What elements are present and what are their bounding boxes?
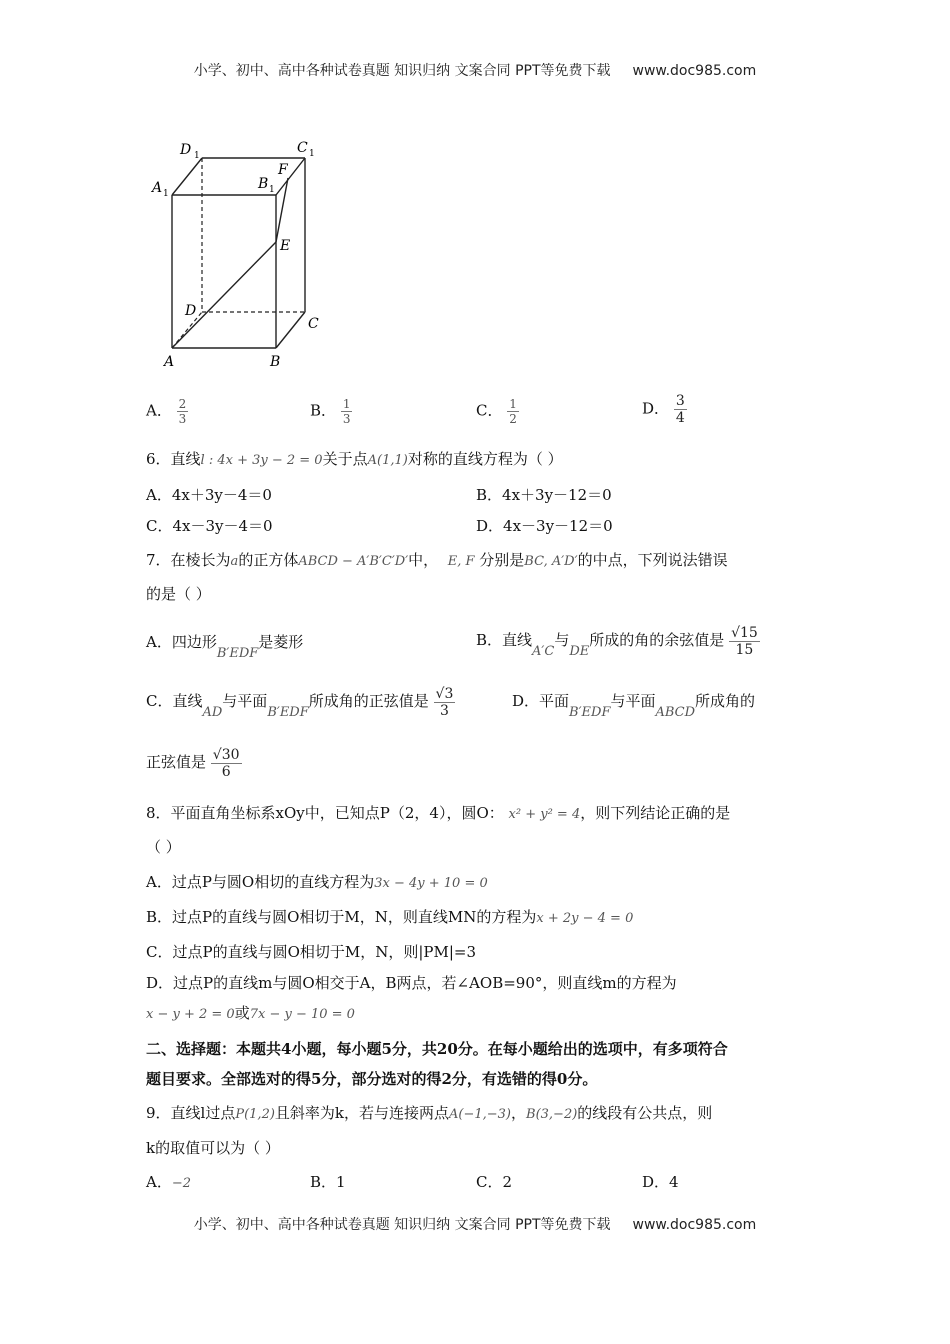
q9-option-c: C．2 — [476, 1173, 513, 1191]
q9-stem-line1: 9．直线l过点P(1,2)且斜率为k，若与连接两点A(−1,−3)，B(3,−2)的线段有公共点，则 — [146, 1104, 713, 1122]
q5-option-c: C． $\frac{1}{2}$ — [476, 397, 517, 426]
label-E: E — [280, 238, 291, 254]
footer-text: 小学、初中、高中各种试卷真题 知识归纳 文案合同 PPT等免费下载 — [193, 1217, 611, 1233]
q8-option-d-line2: x − y + 2 = 0或7x − y − 10 = 0 — [146, 1004, 355, 1022]
q5-c-fraction: $\frac{1}{2}$ — [509, 397, 517, 426]
q7-option-d: D．平面B′EDF与平面ABCD所成角的 — [512, 692, 756, 720]
label-C: C — [308, 316, 319, 332]
label-B: B — [270, 354, 281, 370]
q6-option-b: B．4x＋3y－12＝0 — [476, 486, 612, 504]
q6-option-c: C．4x－3y－4＝0 — [146, 517, 273, 535]
q5-option-a: A． $\frac{2}{3}$ — [146, 397, 187, 426]
label-F: F — [278, 162, 288, 178]
q8-stem-line2: （ ） — [146, 838, 181, 856]
label-C1: C — [297, 140, 308, 156]
q6-option-a: A．4x＋3y－4＝0 — [146, 486, 272, 504]
label-A: A — [164, 354, 175, 370]
label-A1: A — [152, 180, 163, 196]
q7-option-c: C．直线AD与平面B′EDF所成角的正弦值是 $\frac{√3}{3}$ — [146, 685, 454, 720]
q7-stem-line1: 7．在棱长为a的正方体ABCD − A′B′C′D′中， E, F 分别是BC, A′D′的中点，下列说法错误 — [146, 551, 728, 569]
footer-url: www.doc985.com — [632, 1217, 757, 1233]
label-B1-sub: 1 — [269, 185, 275, 195]
header-text: 小学、初中、高中各种试卷真题 知识归纳 文案合同 PPT等免费下载 — [193, 63, 611, 79]
q9-option-b: B．1 — [310, 1173, 346, 1191]
section2-line1: 二、选择题：本题共4小题，每小题5分，共20分。在每小题给出的选项中，有多项符合 — [146, 1040, 728, 1058]
q6-option-d: D．4x－3y－12＝0 — [476, 517, 613, 535]
q5-d-fraction: $\frac{3}{4}$ — [675, 393, 685, 426]
q5-a-fraction: $\frac{2}{3}$ — [178, 397, 187, 426]
q6-stem: 6．直线l : 4x + 3y − 2 = 0关于点A(1,1)对称的直线方程为（ ） — [146, 450, 563, 468]
cube-figure — [150, 132, 330, 372]
section2-line2: 题目要求。全部选对的得5分，部分选对的得2分，有选错的得0分。 — [146, 1070, 598, 1088]
q9-option-d: D．4 — [642, 1173, 679, 1191]
q7-stem-line2: 的是（ ） — [146, 585, 211, 603]
q7-c-fraction: $\frac{√3}{3}$ — [435, 685, 454, 719]
q8-option-c: C．过点P的直线与圆O相切于M，N，则|PM|=3 — [146, 943, 477, 961]
q5-option-b: B． $\frac{1}{3}$ — [310, 397, 351, 426]
q9-stem-line2: k的取值可以为（ ） — [146, 1139, 280, 1157]
q7-option-b: B．直线A′C与DE所成的角的余弦值是 $\frac{√15}{15}$ — [476, 624, 758, 659]
label-B1: B — [258, 176, 269, 192]
q9-option-a: A．−2 — [146, 1173, 192, 1191]
header-url: www.doc985.com — [632, 63, 757, 79]
q7-d-fraction: $\frac{√30}{6}$ — [212, 746, 240, 780]
label-A1-sub: 1 — [163, 189, 169, 199]
q5-b-fraction: $\frac{1}{3}$ — [342, 397, 351, 426]
label-D1: D — [180, 142, 192, 158]
q8-option-d: D．过点P的直线m与圆O相交于A，B两点，若∠AOB=90°，则直线m的方程为 — [146, 974, 677, 992]
q7-option-a: A．四边形B′EDF是菱形 — [146, 633, 304, 661]
q8-option-a: A．过点P与圆O相切的直线方程为3x − 4y + 10 = 0 — [146, 873, 488, 891]
q7-b-fraction: $\frac{√15}{15}$ — [731, 624, 758, 658]
page-footer — [0, 1214, 950, 1234]
label-C1-sub: 1 — [309, 149, 315, 159]
q7-option-d-line2: 正弦值是 $\frac{√30}{6}$ — [146, 746, 240, 780]
q8-stem-line1: 8．平面直角坐标系xOy中，已知点P（2，4），圆O： x² + y² = 4，则下列结论正确的是 — [146, 804, 731, 822]
page-header — [0, 60, 950, 80]
label-D1-sub: 1 — [194, 151, 200, 161]
q5-option-d: D． $\frac{3}{4}$ — [642, 393, 685, 426]
q8-option-b: B．过点P的直线与圆O相切于M，N，则直线MN的方程为x + 2y − 4 = 0 — [146, 908, 634, 926]
label-D: D — [185, 303, 197, 319]
